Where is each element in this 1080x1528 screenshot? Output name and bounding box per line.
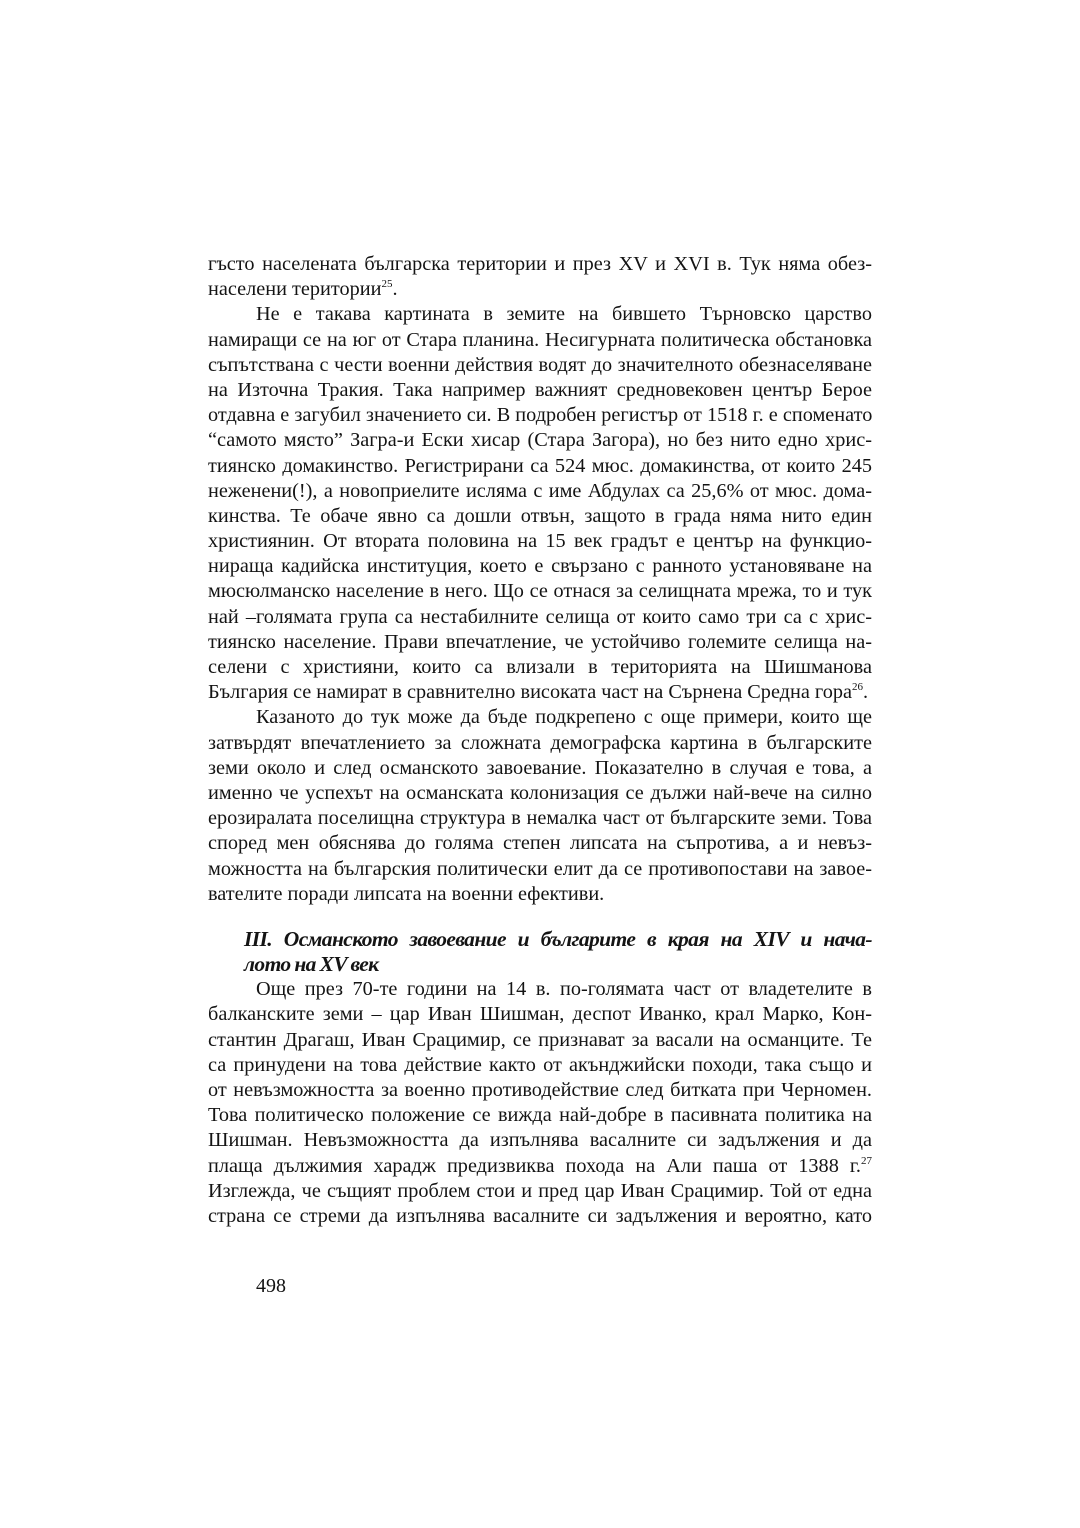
text-line: Още през 70-те години на 14 в. по-голямата част от владетелите в (256, 978, 872, 1001)
text-line: затвърдят впечатлението за сложната демографска картина в българските (208, 731, 872, 754)
page-number: 498 (256, 1275, 286, 1297)
text-line: тиянско домакинство. Регистрирани са 524 мюс. домакинства, от които 245 (208, 454, 872, 477)
text-line: страна се стреми да изпълнява васалните си задължения и вероятно, като (208, 1204, 872, 1227)
text-line: вателите поради липсата на военни ефективи. (208, 882, 605, 905)
text-fragment: населени територии (208, 278, 382, 301)
text-fragment: . (392, 278, 398, 301)
text-fragment: . (863, 681, 869, 704)
text-line: балканските земи – цар Иван Шишман, деспот Иванко, крал Марко, Кон- (208, 1003, 872, 1026)
text-line: намиращи се на юг от Стара планина. Несигурната политическа обстановка (208, 328, 872, 351)
text-line: селени с християни, които са влизали в територията на Шишманова (208, 656, 872, 678)
text-line: християнин. От втората половина на 15 век градът е център на функцио- (208, 530, 872, 553)
text-line: гъсто населената българска територии и през XV и XVI в. Тук няма обез- (208, 253, 872, 275)
heading-line: лото на XV век (244, 952, 379, 977)
text-line: според мен обяснява до голяма степен липсата на съпротива, а и невъз- (208, 832, 872, 855)
text-line: Казаното до тук може да бъде подкрепено с още примери, които ще (256, 706, 872, 729)
body-text (208, 252, 872, 1229)
text-line: отдавна е загубил значението си. В подробен регистър от 1518 г. е споменато (208, 404, 873, 427)
text-line: мюсюлманско население в него. Що се отнася за селищната мрежа, то и тук (208, 580, 872, 603)
text-fragment: България се намират в сравнително високата част на Сърнена Средна гора (208, 681, 853, 704)
text-line: съпътствана с чести военни действия водят до значителното обезнаселяване (208, 353, 872, 376)
text-line (208, 277, 872, 302)
footnote-ref: 26 (852, 681, 864, 694)
text-line: са принудени на това действие както от акънджийски походи, така също и (208, 1053, 872, 1076)
text-line: Изглежда, че същият проблем стои и пред цар Иван Срацимир. Той от една (208, 1179, 872, 1202)
text-line: Шишман. Невъзможността да изпълнява васалните си задължения и да (208, 1129, 872, 1152)
section-heading (208, 927, 872, 977)
text-line: най –голямата група са нестабилните селища от които само три са с хрис- (208, 605, 872, 628)
paragraph-4 (208, 977, 872, 1229)
text-line: кинства. Те обаче явно са дошли отвън, защото в града няма нито един (208, 504, 872, 527)
text-line: неженени(!), а новоприелите исляма с име Абдулах са 25,6% от мюс. дома- (208, 479, 872, 502)
paragraph-2 (208, 302, 872, 705)
text-line: “самото място” Загра-и Ески хисар (Стара Загора), но без нито едно хрис- (208, 429, 872, 452)
text-fragment: плаща дължимия харадж предизвиква похода на Али паша от 1388 г. (208, 1154, 861, 1177)
heading-line: III. Османското завоевание и българите в края на XIV и нача- (244, 926, 872, 951)
paragraph-1 (208, 252, 872, 302)
text-line: тиянско население. Прави впечатление, че устойчиво големите селища на- (208, 630, 872, 653)
text-line: стантин Драгаш, Иван Срацимир, се признават за васали на османците. Те (208, 1028, 872, 1051)
text-line: земи около и след османското завоевание. Показателно в случая е това, а (208, 756, 872, 779)
text-line: от невъзможността за военно противодействие след битката при Черномен. (208, 1079, 872, 1101)
text-line (208, 1154, 872, 1179)
text-line: нираща кадийска институция, което е свързано с ранното установяване на (208, 555, 872, 578)
text-line: Не е такава картината в земите на бившето Търновско царство (256, 303, 872, 326)
text-line: ерозиралата поселищна структура в немалка част от българските земи. Това (208, 807, 872, 830)
paragraph-3 (208, 705, 872, 907)
text-line: можността на българския политически елит да се противопостави на завое- (208, 857, 872, 880)
text-line (208, 680, 872, 705)
footnote-ref: 27 (861, 1154, 872, 1167)
text-line: на Източна Тракия. Така например важният средновековен център Берое (208, 378, 872, 401)
text-line: именно че успехът на османската колонизация се дължи най-вече на силно (208, 781, 872, 804)
footnote-ref: 25 (381, 278, 393, 291)
text-line: Това политическо положение се вижда най-добре в пасивната политика на (208, 1104, 872, 1127)
